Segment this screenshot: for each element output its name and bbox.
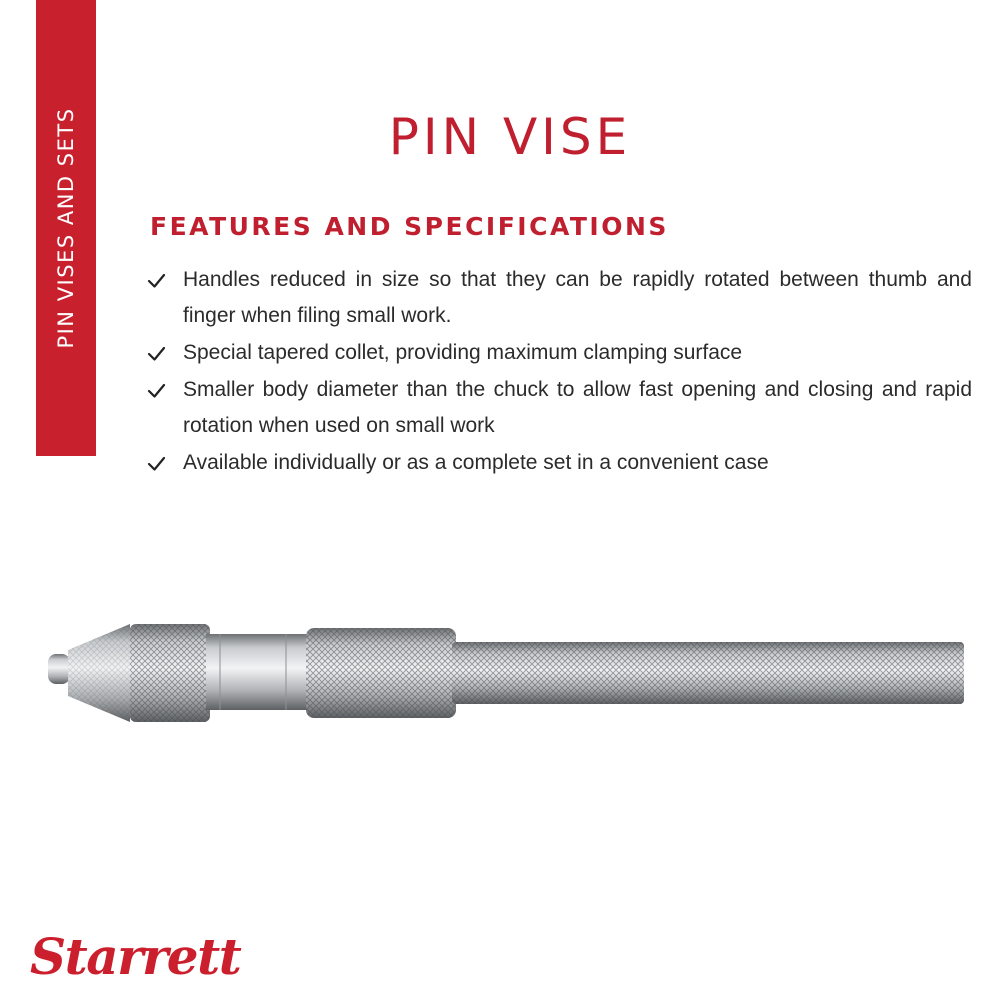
section-subtitle: FEATURES AND SPECIFICATIONS (150, 212, 669, 241)
pin-vise-image (40, 610, 970, 740)
feature-item (146, 262, 972, 334)
feature-item (146, 445, 972, 481)
feature-text: Handles reduced in size so that they can be rapidly rotated between thumb and finger when filing small work. (183, 268, 972, 327)
brand-name: Starrett (30, 927, 241, 986)
feature-text: Available individually or as a complete set in a convenient case (183, 451, 769, 474)
page-title: PIN VISE (388, 108, 632, 166)
feature-text: Special tapered collet, providing maximum clamping surface (183, 341, 743, 364)
side-banner (36, 0, 96, 456)
feature-item (146, 372, 972, 444)
feature-text: Smaller body diameter than the chuck to allow fast opening and closing and rapid rotation when used on small work (183, 378, 972, 437)
feature-item (146, 335, 972, 371)
features-list (146, 262, 972, 482)
side-banner-label: PIN VISES AND SETS (54, 107, 78, 349)
check-icon (146, 372, 168, 408)
starrett-logo (28, 920, 288, 990)
check-icon (146, 262, 168, 298)
check-icon (146, 335, 168, 371)
check-icon (146, 445, 168, 481)
